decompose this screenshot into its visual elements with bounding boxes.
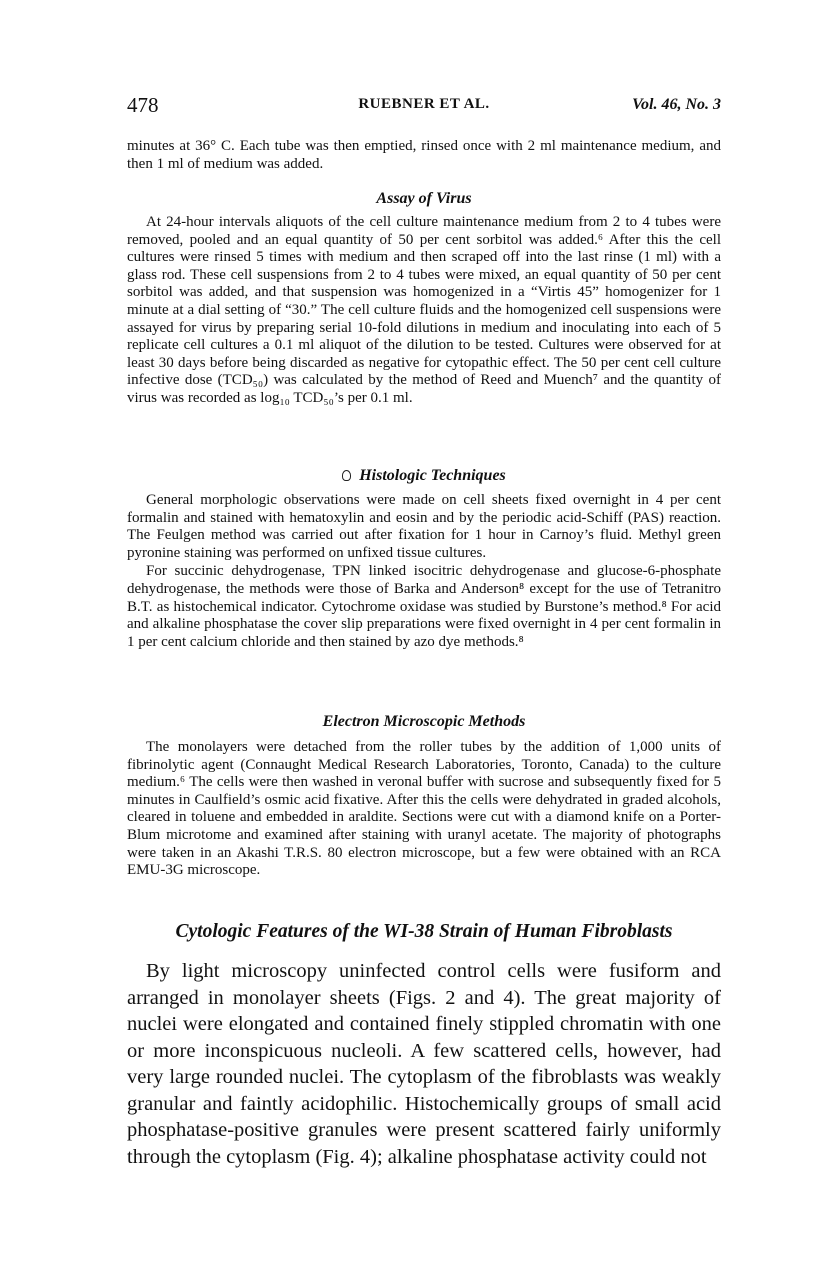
volume-issue: Vol. 46, No. 3 bbox=[632, 96, 721, 113]
assay-heading: Assay of Virus bbox=[376, 190, 472, 207]
assay-section bbox=[127, 189, 721, 408]
assay-paragraph: At 24-hour intervals aliquots of the cell culture maintenance medium from 2 to 4 tubes were removed, pooled and an equal quantity of 50 per cent sorbitol was added.⁶ After this the cell cultures were rinsed 5 times with medium and then scraped off into the last rinse (1 ml) with a glass rod. These cell suspensions from 2 to 4 tubes were mixed, an equal quantity of 50 per cent sorbitol was added, and that suspension was homogenized in a “Virtis 45” homogenizer for 1 minute at a dial setting of “30.” The cell culture fluids and the homogenized cell suspensions were assayed for virus by preparing serial 10-fold dilutions in medium and inoculating into each of 5 replicate cell cultures a 0.1 ml aliquot of the dilution to be tested. Cultures were observed for at least 30 days before being discarded as negative for cytopathic effect. The 50 per cent cell culture infective dose (TCD₅₀) was calculated by the method of Reed and Muench⁷ and the quantity of virus was recorded as log₁₀ TCD₅₀’s per 0.1 ml. bbox=[127, 214, 721, 406]
histologic-paragraph-1: General morphologic observations were made on cell sheets fixed overnight in 4 per cent formalin and stained with hematoxylin and eosin and by the periodic acid-Schiff (PAS) reaction. The Feulgen method was carried out after fixation for 1 hour in Carnoy’s fluid. Methyl green pyronine staining was performed on unfixed tissue cultures. bbox=[127, 492, 721, 561]
intro-paragraph: minutes at 36° C. Each tube was then emptied, rinsed once with 2 ml maintenance medium, and then 1 ml of medium was added. bbox=[127, 138, 721, 172]
histologic-heading: Histologic Techniques bbox=[359, 467, 506, 484]
histologic-section bbox=[127, 466, 721, 651]
histologic-heading-row bbox=[127, 466, 721, 486]
cytologic-section bbox=[127, 920, 721, 1170]
margin-mark-icon bbox=[342, 470, 351, 481]
histologic-paragraph-2: For succinic dehydrogenase, TPN linked isocitric dehydrogenase and glucose-6-phosphate dehydrogenase, the methods were those of Barka and Anderson⁸ except for the use of Tetranitro B.T. as histochemical indicator. Cytochrome oxidase was studied by Burstone’s method.⁸ For acid and alkaline phosphatase the cover slip preparations were fixed overnight in 4 per cent formalin in 1 per cent calcium chloride and then stained by azo dye methods.⁸ bbox=[127, 563, 721, 650]
cytologic-heading: Cytologic Features of the WI-38 Strain of Human Fibroblasts bbox=[175, 921, 673, 942]
page-number: 478 bbox=[127, 93, 159, 117]
electron-heading: Electron Microscopic Methods bbox=[322, 713, 526, 730]
electron-section bbox=[127, 712, 721, 880]
cytologic-paragraph: By light microscopy uninfected control cells were fusiform and arranged in monolayer sheets (Figs. 2 and 4). The great majority of nuclei were elongated and contained finely stippled chromatin with one or more inconspicuous nucleoli. A few scattered cells, however, had very large rounded nuclei. The cytoplasm of the fibroblasts was weakly granular and faintly acidophilic. Histochemically groups of small acid phosphatase-positive granules were present scattered fairly uniformly through the cytoplasm (Fig. 4); alkaline phosphatase activity could not bbox=[127, 960, 721, 1168]
intro-block bbox=[127, 138, 721, 173]
running-head: RUEBNER ET AL. bbox=[358, 96, 490, 112]
electron-paragraph: The monolayers were detached from the roller tubes by the addition of 1,000 units of fibrinolytic agent (Connaught Medical Research Laboratories, Toronto, Canada) to the culture medium.⁶ The cells were then washed in veronal buffer with sucrose and subsequently fixed for 5 minutes in Caulfield’s osmic acid fixative. After this the cells were dehydrated in graded alcohols, cleared in toluene and embedded in araldite. Sections were cut with a diamond knife on a Porter-Blum microtome and examined after staining with uranyl acetate. The majority of photographs were taken in an Akashi T.R.S. 80 electron microscope, but a few were obtained with an RCA EMU-3G microscope. bbox=[127, 739, 721, 879]
page-header bbox=[127, 93, 721, 117]
